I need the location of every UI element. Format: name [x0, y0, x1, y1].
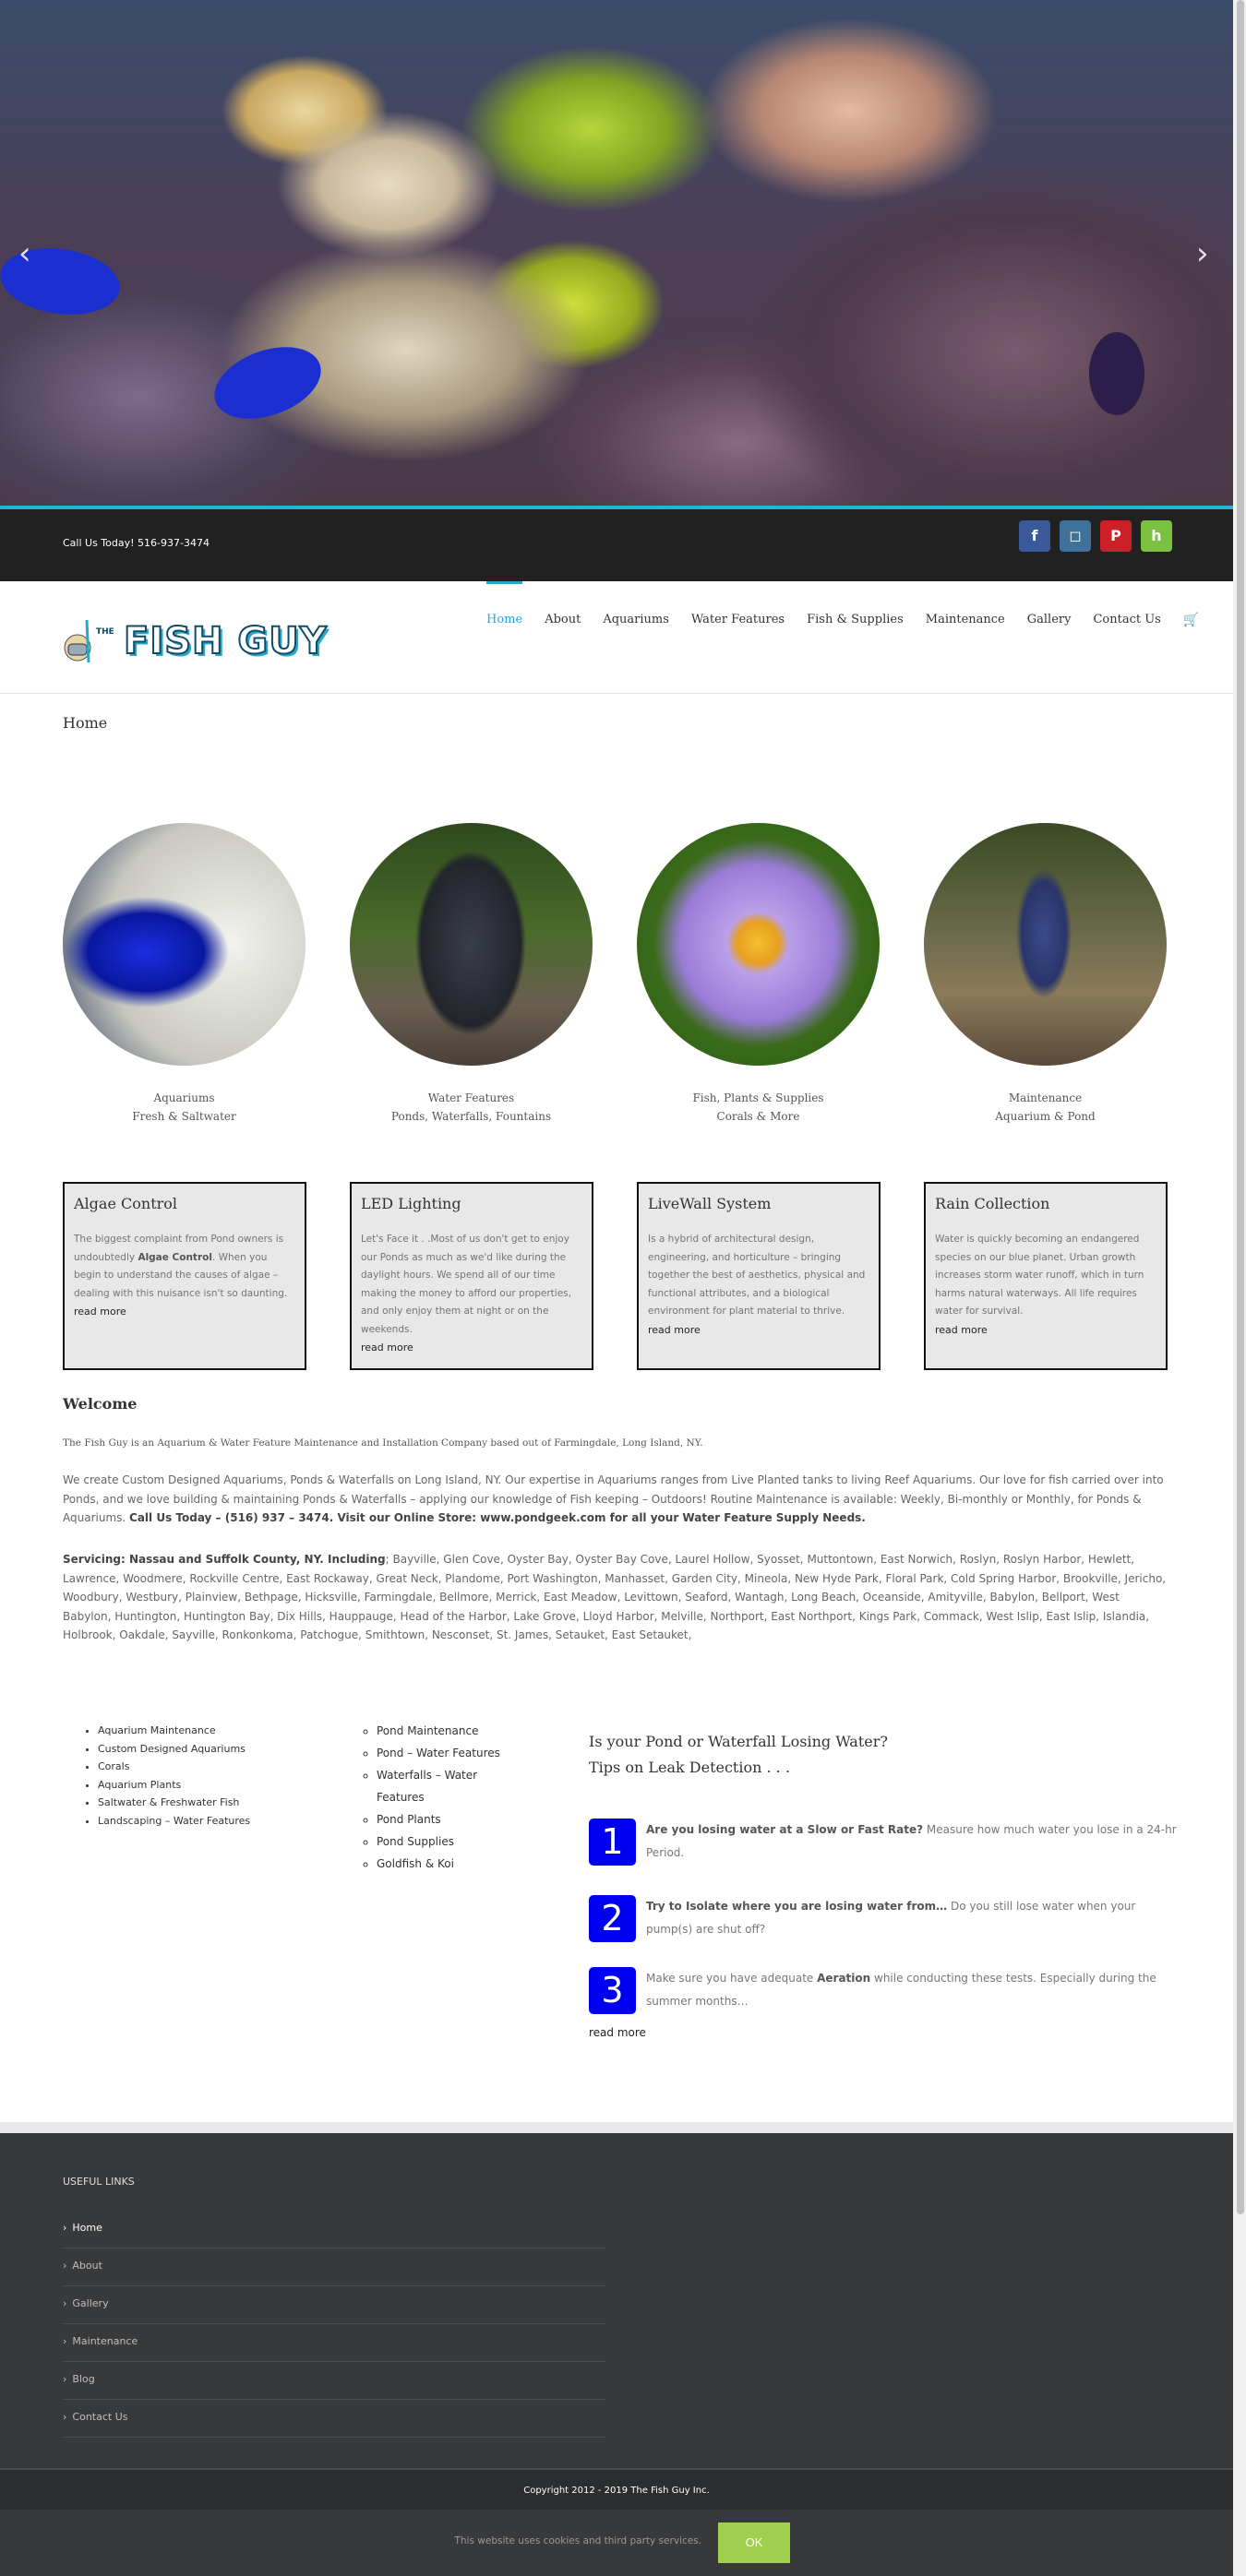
footer-link-contact-us[interactable]: › Contact Us	[63, 2400, 605, 2438]
chevron-right-icon: ›	[63, 2411, 67, 2423]
service-caption: Fish, Plants & Supplies Corals & More	[692, 1091, 824, 1123]
copyright: Copyright 2012 - 2019 The Fish Guy Inc.	[0, 2468, 1233, 2510]
slider-prev-icon[interactable]: ‹	[18, 235, 31, 272]
number-badge: 1	[589, 1819, 636, 1866]
welcome-heading: Welcome	[63, 1395, 138, 1413]
nav-home[interactable]: Home	[475, 581, 533, 694]
water-features-image[interactable]	[350, 823, 593, 1066]
list-item: ◦ Pond Maintenance	[377, 1720, 554, 1742]
feature-box-led-lighting: LED Lighting Let's Face it . .Most of us don't get to enjoy our Ponds as much as we'd like during the daylight hours. We spend all of our time making the money to afford our properties, and only enjoy them at night or on the weekends. read more	[350, 1182, 593, 1370]
logo[interactable]	[63, 609, 340, 674]
footer-link-maintenance[interactable]: › Maintenance	[63, 2324, 605, 2362]
logo-the-text: THE	[96, 627, 114, 637]
blue-tang-fish	[205, 334, 331, 433]
leak-tips-heading: Is your Pond or Waterfall Losing Water? Tips on Leak Detection . . .	[589, 1733, 888, 1776]
maintenance-image[interactable]	[924, 823, 1167, 1066]
chevron-right-icon: ›	[63, 2297, 67, 2309]
dark-fish	[1089, 332, 1144, 415]
cart-icon[interactable]: 🛒	[1182, 613, 1200, 627]
cookie-bar	[0, 2510, 1233, 2576]
tip-item: 3 Make sure you have adequate Aeration while conducting these tests. Especially during the summer months…	[589, 1967, 1180, 2013]
list-item: • Landscaping – Water Features	[98, 1812, 250, 1831]
footer-link-about[interactable]: › About	[63, 2248, 605, 2286]
footer-links	[63, 2211, 605, 2438]
nav-gallery[interactable]: Gallery	[1026, 613, 1072, 626]
pinterest-icon[interactable]: P	[1100, 520, 1132, 552]
fish-plants-supplies-image[interactable]	[637, 823, 880, 1066]
aquarium-services-list	[81, 1722, 250, 1830]
tip-item: 1 Are you losing water at a Slow or Fast Rate? Measure how much water you lose in a 24-hr Period.	[589, 1819, 1180, 1865]
chevron-right-icon: ›	[63, 2222, 67, 2234]
servicing-paragraph: Servicing: Nassau and Suffolk County, NY. Including; Bayville, Glen Cove, Oyster Bay, Oyster Bay Cove, Laurel Hollow, Syosset, Muttontown, East Norwich, Roslyn, Roslyn Harbor, Hewlett, Lawrence, Woodmere, Rockville Centre, East Rockaway, Great Neck, Plandome, Port Washington, Manhasset, Garden City, Mineola, New Hyde Park, Floral Park, Cold Spring Harbor, Brookville, Jericho, Woodbury, Westbury, Plainview, Bethpage, Hicksville, Farmingdale, Bellmore, Merrick, East Meadow, Levittown, Seaford, Wantagh, Long Beach, Oceanside, Amityville, Babylon, Bellport, West Babylon, Huntington, Huntington Bay, Dix Hills, Hauppauge, Head of the Harbor, Lake Grove, Lloyd Harbor, Melville, Northport, East Northport, Kings Park, Commack, West Islip, East Islip, Islandia, Holbrook, Oakdale, Sayville, Ronkonkoma, Patchogue, Smithtown, Nesconset, St. James, Setauket, East Setauket,	[63, 1553, 1167, 1641]
houzz-icon[interactable]: h	[1141, 520, 1172, 552]
read-more-link[interactable]: read more	[648, 1323, 701, 1336]
divider	[0, 2122, 1233, 2133]
welcome-paragraph: We create Custom Designed Aquariums, Ponds & Waterfalls on Long Island, NY. Our expertise in Aquariums ranges from Live Planted tanks to living Reef Aquariums. Our love for fish carried over into Ponds, and we love building & maintaining Ponds & Waterfalls – applying our knowledge of Fish keeping – Outdoors! Routine Maintenance is available: Weekly, Bi-monthly or Monthly, for Ponds & Aquariums. Call Us Today – (516) 937 – 3474. Visit our Online Store: www.pondgeek.com for all your Water Feature Supply Needs.	[63, 1473, 1164, 1524]
list-item: ◦ Waterfalls – Water Features	[377, 1764, 487, 1808]
list-item: ◦ Pond – Water Features	[377, 1742, 554, 1764]
nav-maintenance[interactable]: Maintenance	[925, 613, 1005, 626]
footer	[0, 2133, 1233, 2468]
list-item: ◦ Pond Plants	[377, 1808, 554, 1831]
instagram-icon[interactable]: ◻	[1060, 520, 1091, 552]
list-item: ◦ Pond Supplies	[377, 1831, 554, 1853]
tips-read-more-link[interactable]: read more	[589, 2026, 646, 2039]
call-us-text: Call Us Today! 516-937-3474	[63, 537, 210, 549]
list-item: • Saltwater & Freshwater Fish	[98, 1794, 250, 1812]
fish-guy-mascot-icon	[63, 611, 96, 672]
footer-link-gallery[interactable]: › Gallery	[63, 2286, 605, 2324]
slider-next-icon[interactable]: ›	[1196, 235, 1209, 272]
feature-box-algae-control: Algae Control The biggest complaint from Pond owners is undoubtedly Algae Control. When you begin to understand the causes of algae – dealing with this nuisance isn't so daunting. read more	[63, 1182, 306, 1370]
facebook-icon[interactable]: f	[1019, 520, 1050, 552]
read-more-link[interactable]: read more	[361, 1342, 413, 1354]
aquariums-image[interactable]	[63, 823, 306, 1066]
list-item: • Aquarium Maintenance	[98, 1722, 250, 1740]
nav-contact-us[interactable]: Contact Us	[1093, 613, 1161, 626]
welcome-intro: The Fish Guy is an Aquarium & Water Feature Maintenance and Installation Company based out of Farmingdale, Long Island, NY.	[63, 1437, 703, 1449]
nav-fish-supplies[interactable]: Fish & Supplies	[807, 613, 904, 626]
nav-aquariums[interactable]: Aquariums	[603, 613, 669, 626]
footer-heading: USEFUL LINKS	[63, 2176, 135, 2188]
service-caption: Maintenance Aquarium & Pond	[995, 1091, 1096, 1123]
list-item: • Custom Designed Aquariums	[98, 1740, 250, 1759]
cookie-text: This website uses cookies and third party services.	[454, 2535, 701, 2546]
read-more-link[interactable]: read more	[935, 1323, 988, 1336]
feature-box-rain-collection: Rain Collection Water is quickly becoming an endangered species on our blue planet. Urban growth increases storm water runoff, which in turn harms natural waterways. All life requires water for survival. read more	[924, 1182, 1168, 1370]
top-bar	[0, 509, 1233, 581]
feature-box-livewall: LiveWall System Is a hybrid of architectural design, engineering, and horticulture – bringing together the best of aesthetics, physical and functional attributes, and a biological environment for plant material to thrive. read more	[637, 1182, 881, 1370]
hero-slider	[0, 0, 1233, 506]
logo-name-text: FISH GUY	[124, 620, 328, 662]
nav-water-features[interactable]: Water Features	[690, 613, 785, 626]
service-caption: Aquariums Fresh & Saltwater	[132, 1091, 236, 1123]
tip-item: 2 Try to Isolate where you are losing water from… Do you still lose water when your pump(s) are shut off?	[589, 1895, 1180, 1941]
chevron-right-icon: ›	[63, 2260, 67, 2272]
page-title: Home	[63, 714, 108, 732]
list-item: ◦ Goldfish & Koi	[377, 1853, 554, 1875]
chevron-right-icon: ›	[63, 2335, 67, 2347]
number-badge: 3	[589, 1967, 636, 2014]
site-header	[0, 581, 1233, 694]
number-badge: 2	[589, 1895, 636, 1942]
chevron-right-icon: ›	[63, 2373, 67, 2385]
nav-about[interactable]: About	[545, 613, 581, 626]
cookie-ok-button[interactable]: OK	[718, 2522, 790, 2563]
list-item: • Corals	[98, 1758, 250, 1776]
read-more-link[interactable]: read more	[74, 1306, 126, 1318]
footer-link-blog[interactable]: › Blog	[63, 2362, 605, 2400]
service-caption: Water Features Ponds, Waterfalls, Fountains	[390, 1091, 552, 1123]
main-nav	[475, 581, 1210, 694]
footer-link-home[interactable]: › Home	[63, 2211, 605, 2248]
list-item: • Aquarium Plants	[98, 1776, 250, 1795]
scrollbar-thumb[interactable]	[1237, 0, 1244, 2214]
pond-services-list	[360, 1720, 554, 1875]
